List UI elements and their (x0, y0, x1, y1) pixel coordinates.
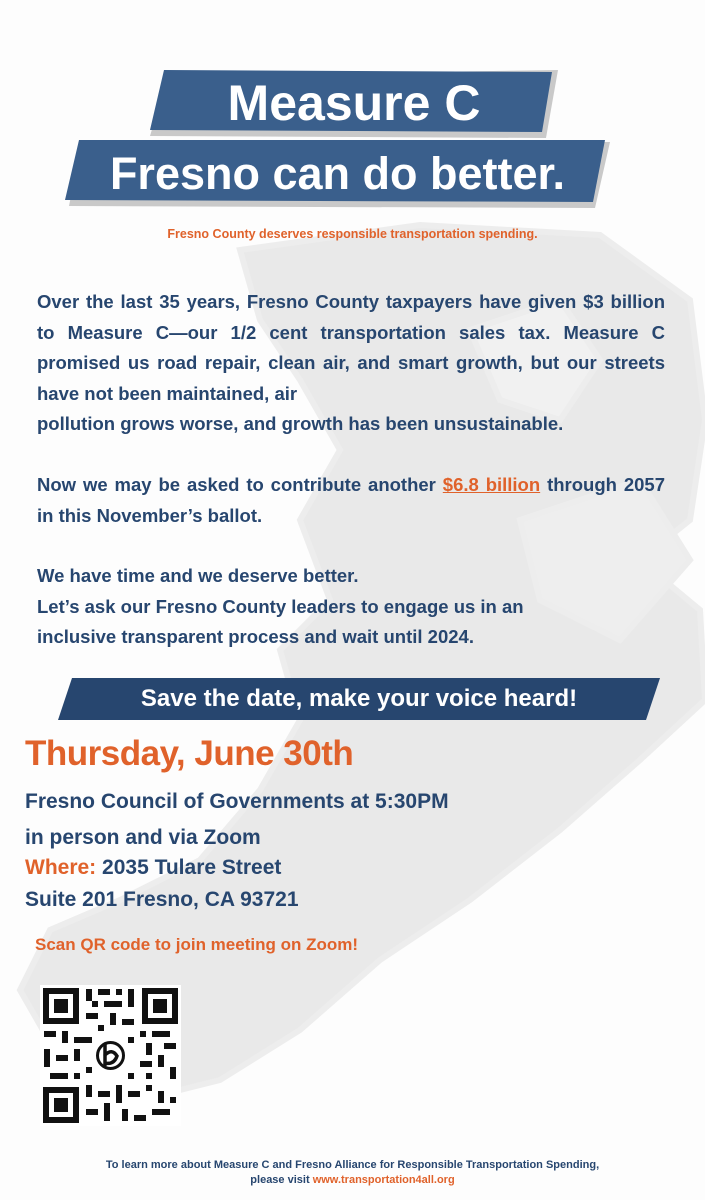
paragraph-request (37, 561, 665, 653)
footer (0, 1158, 705, 1188)
paragraph-ask-after: through 2057 in this November’s ballot. (37, 474, 665, 526)
paragraph-request-line3: inclusive transparent process and wait until 2024. (37, 626, 474, 647)
footer-prefix: please visit (250, 1174, 310, 1186)
subtitle-banner (65, 140, 610, 208)
paragraph-history (37, 287, 665, 440)
street-address: 2035 Tulare Street (102, 856, 282, 879)
paragraph-history-end: pollution grows worse, and growth has been unsustainable. (37, 413, 564, 434)
paragraph-ask-before: Now we may be asked to contribute another (37, 474, 436, 495)
zoom-qr-code[interactable] (40, 985, 181, 1126)
footer-line2 (0, 1173, 705, 1188)
event-mode: in person and via Zoom (25, 826, 261, 849)
tagline: Fresno County deserves responsible transportation spending. (167, 227, 538, 241)
page-title: Measure C (227, 75, 481, 131)
event-organization: Fresno Council of Governments at 5:30PM (25, 790, 449, 813)
event-date: Thursday, June 30th (25, 734, 354, 773)
event-location (25, 856, 281, 880)
footer-line1: To learn more about Measure C and Fresno Alliance for Responsible Transportation Spending, (105, 1159, 600, 1171)
billion-amount: $6.8 billion (442, 474, 541, 495)
page-subtitle: Fresno can do better. (109, 148, 566, 199)
save-the-date-banner (58, 678, 660, 720)
paragraph-history-text: Over the last 35 years, Fresno County taxpayers have given $3 billion to Measure C—our 1/2 cent transportation sales tax. Measure C promised us road repair, clean air, and smart growth, but our streets have not been maintained, air (37, 291, 665, 404)
paragraph-request-line2: Let’s ask our Fresno County leaders to engage us in an (37, 595, 524, 617)
suite-address: Suite 201 Fresno, CA 93721 (25, 888, 299, 911)
paragraph-request-line1: We have time and we deserve better. (37, 565, 359, 586)
scan-prompt: Scan QR code to join meeting on Zoom! (35, 935, 359, 954)
where-label: Where: (25, 856, 97, 879)
paragraph-ask (37, 470, 665, 531)
save-the-date-text: Save the date, make your voice heard! (140, 685, 578, 712)
title-banner (150, 70, 558, 138)
website-link[interactable]: www.transportation4all.org (312, 1174, 455, 1186)
